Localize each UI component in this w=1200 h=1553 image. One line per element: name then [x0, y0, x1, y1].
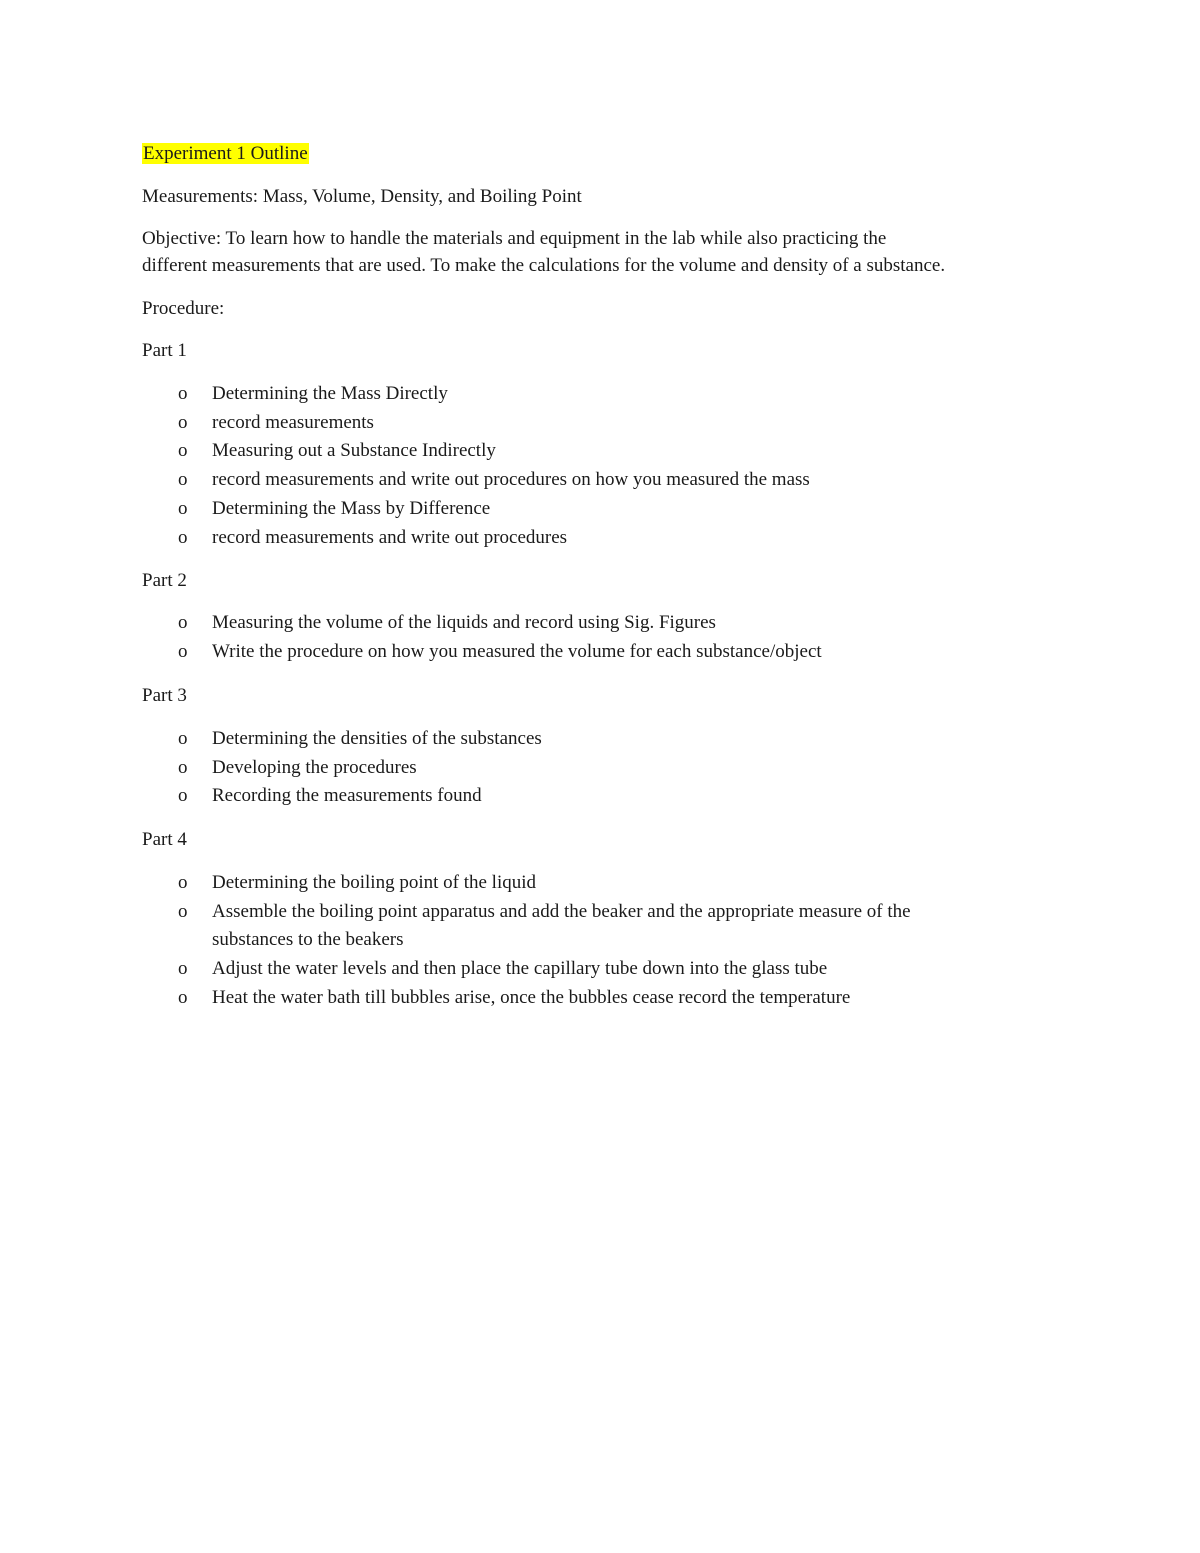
list-item	[142, 466, 1042, 495]
bullet-marker: o	[178, 785, 188, 807]
bullet-marker: o	[178, 612, 188, 633]
part-2-label: Part 2	[142, 570, 187, 591]
list-item-text: Measuring out a Substance Indirectly	[212, 440, 496, 462]
list-item	[142, 638, 1042, 667]
list-item	[142, 984, 1042, 1013]
bullet-marker: o	[178, 497, 188, 519]
list-item	[142, 380, 1042, 409]
part-4-label: Part 4	[142, 829, 187, 850]
bullet-marker: o	[178, 640, 188, 662]
list-item-text: Determining the boiling point of the liquid	[212, 872, 537, 893]
list-item	[142, 782, 1042, 811]
list-item-text: Write the procedure on how you measured the volume for each substance/object	[212, 640, 822, 662]
bullet-marker: o	[178, 383, 188, 404]
list-item-text: Measuring the volume of the liquids and record using Sig. Figures	[212, 612, 716, 633]
bullet-marker: o	[178, 958, 188, 980]
bullet-marker: o	[178, 872, 188, 893]
list-item-continuation	[142, 926, 1042, 955]
list-item	[142, 609, 1042, 638]
part-4-list	[142, 869, 1042, 1013]
title-highlight: Experiment 1 Outline	[143, 143, 308, 164]
part-2-list	[142, 609, 1042, 666]
part-1-label: Part 1	[142, 340, 187, 361]
list-item-text: Determining the Mass by Difference	[212, 497, 491, 519]
bullet-marker: o	[178, 986, 188, 1008]
list-item	[142, 955, 1042, 984]
bullet-marker: o	[178, 411, 188, 433]
list-item-text: Assemble the boiling point apparatus and add the beaker and the appropriate measure of the	[212, 900, 911, 922]
list-item-text: Heat the water bath till bubbles arise, once the bubbles cease record the temperature	[212, 986, 851, 1008]
list-item	[142, 524, 1042, 553]
list-item	[142, 437, 1042, 466]
list-item	[142, 725, 1042, 754]
part-3-list	[142, 725, 1042, 811]
objective-line-1: Objective: To learn how to handle the materials and equipment in the lab while also practicing the	[142, 228, 887, 249]
list-item	[142, 754, 1042, 783]
part-1-list	[142, 380, 1042, 552]
list-item-text: substances to the beakers	[212, 929, 404, 951]
bullet-marker: o	[178, 469, 188, 491]
part-3-label: Part 3	[142, 685, 187, 706]
list-item-text: record measurements and write out procedures on how you measured the mass	[212, 469, 810, 491]
list-item-text: Adjust the water levels and then place the capillary tube down into the glass tube	[212, 958, 828, 980]
measurements-line: Measurements: Mass, Volume, Density, and Boiling Point	[142, 186, 582, 207]
list-item-text: Determining the densities of the substances	[212, 728, 542, 749]
list-item	[142, 409, 1042, 438]
list-item-text: Developing the procedures	[212, 756, 417, 778]
objective-line-2: different measurements that are used. To make the calculations for the volume and density of a substance.	[142, 255, 946, 276]
list-item	[142, 898, 1042, 927]
list-item-text: Recording the measurements found	[212, 785, 482, 807]
bullet-marker: o	[178, 756, 188, 778]
document-title	[142, 140, 309, 167]
bullet-marker: o	[178, 728, 188, 749]
bullet-marker: o	[178, 440, 188, 462]
bullet-marker: o	[178, 526, 188, 548]
list-item	[142, 495, 1042, 524]
bullet-marker: o	[178, 900, 188, 922]
procedure-label: Procedure:	[142, 298, 225, 319]
list-item-text: record measurements	[212, 411, 374, 433]
list-item	[142, 869, 1042, 898]
list-item-text: Determining the Mass Directly	[212, 383, 448, 404]
list-item-text: record measurements and write out procedures	[212, 526, 568, 548]
